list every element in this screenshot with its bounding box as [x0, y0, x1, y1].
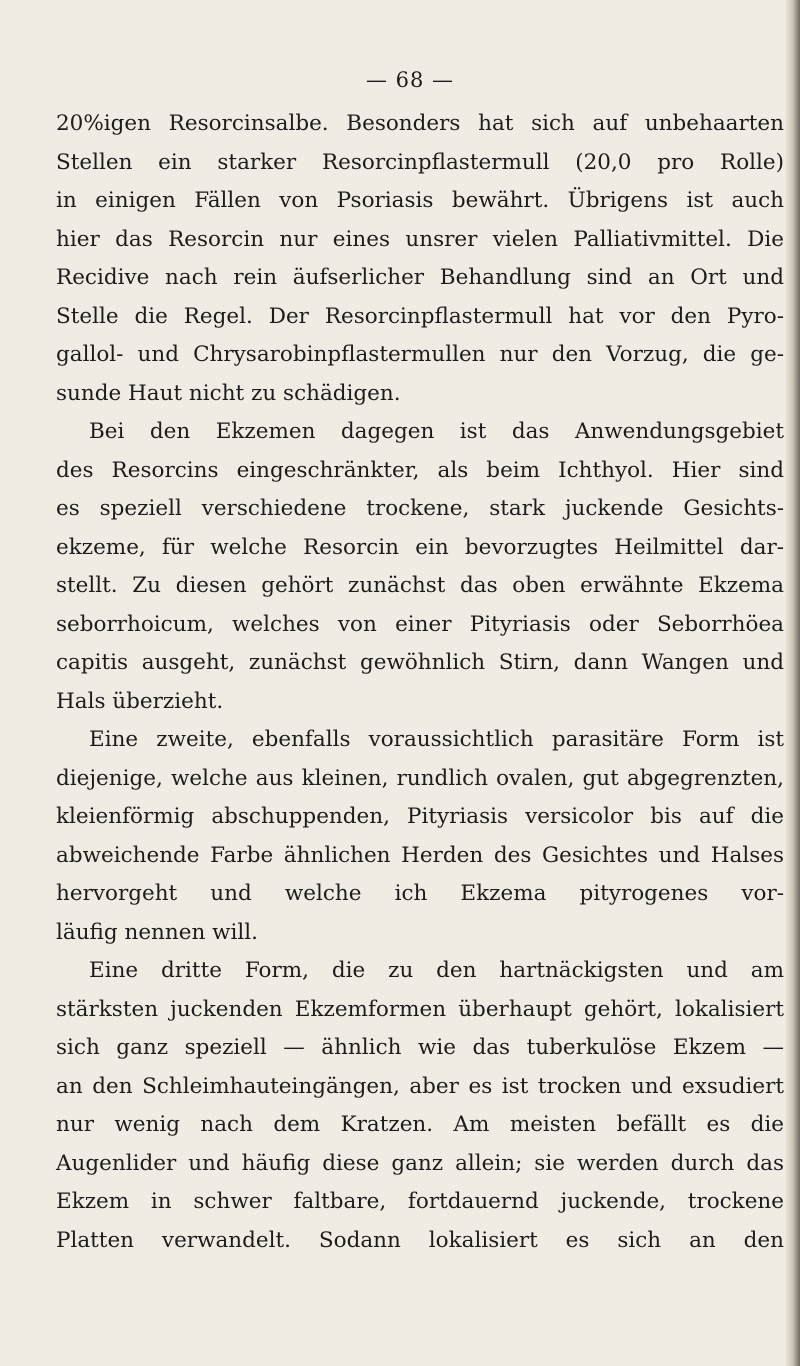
- text-line: hier das Resorcin nur eines unsrer vielen Palliativmittel. Die: [56, 226, 784, 252]
- text-line: des Resorcins eingeschränkter, als beim Ichthyol. Hier sind: [56, 457, 784, 483]
- text-line: Bei den Ekzemen dagegen ist das Anwendungsgebiet: [89, 419, 784, 444]
- text-line: hervorgeht und welche ich Ekzema pityrogenes vor-: [56, 881, 784, 906]
- text-line: sunde Haut nicht zu schädigen.: [56, 380, 401, 406]
- text-line: Platten verwandelt. Sodann lokalisiert es sich an den: [56, 1227, 784, 1253]
- body-text: [56, 105, 784, 1260]
- text-line: Stellen ein starker Resorcinpflastermull (20,0 pro Rolle): [56, 149, 784, 175]
- text-line: es speziell verschiedene trockene, stark juckende Gesichts-: [56, 496, 784, 521]
- text-line: Eine zweite, ebenfalls voraussichtlich parasitäre Form ist: [89, 727, 784, 752]
- text-line: capitis ausgeht, zunächst gewöhnlich Stirn, dann Wangen und: [56, 650, 784, 675]
- text-line: 20%igen Resorcinsalbe. Besonders hat sich auf unbehaarten: [56, 111, 784, 136]
- text-line: kleienförmig abschuppenden, Pityriasis versicolor bis auf die: [56, 804, 784, 829]
- page-number: — 68 —: [365, 68, 455, 92]
- text-line: Augenlider und häufig diese ganz allein; sie werden durch das: [56, 1150, 784, 1176]
- text-line: sich ganz speziell — ähnlich wie das tuberkulöse Ekzem —: [56, 1035, 784, 1060]
- text-line: stellt. Zu diesen gehört zunächst das oben erwähnte Ekzema: [56, 573, 784, 598]
- text-line: nur wenig nach dem Kratzen. Am meisten befällt es die: [56, 1112, 784, 1137]
- text-line: stärksten juckenden Ekzemformen überhaupt gehört, lokalisiert: [56, 996, 784, 1022]
- text-line: diejenige, welche aus kleinen, rundlich ovalen, gut abgegrenzten,: [56, 765, 784, 791]
- text-line: Eine dritte Form, die zu den hartnäckigsten und am: [89, 958, 784, 983]
- text-line: ekzeme, für welche Resorcin ein bevorzugtes Heilmittel dar-: [56, 534, 784, 560]
- text-line: seborrhoicum, welches von einer Pityriasis oder Seborrhöea: [56, 611, 784, 637]
- text-line: an den Schleimhauteingängen, aber es ist trocken und exsudiert: [56, 1073, 784, 1099]
- text-line: abweichende Farbe ähnlichen Herden des Gesichtes und Halses: [56, 842, 784, 868]
- text-line: gallol- und Chrysarobinpflastermullen nur den Vorzug, die ge-: [56, 342, 784, 367]
- text-line: läufig nennen will.: [56, 919, 259, 945]
- text-line: Recidive nach rein äufserlicher Behandlung sind an Ort und: [56, 265, 784, 290]
- text-line: Ekzem in schwer faltbare, fortdauernd juckende, trockene: [56, 1189, 784, 1214]
- page-edge-shadow: [786, 0, 800, 1366]
- text-line: Stelle die Regel. Der Resorcinpflastermull hat vor den Pyro-: [56, 303, 784, 329]
- text-line: Hals überzieht.: [56, 688, 224, 714]
- text-line: in einigen Fällen von Psoriasis bewährt. Übrigens ist auch: [56, 188, 784, 213]
